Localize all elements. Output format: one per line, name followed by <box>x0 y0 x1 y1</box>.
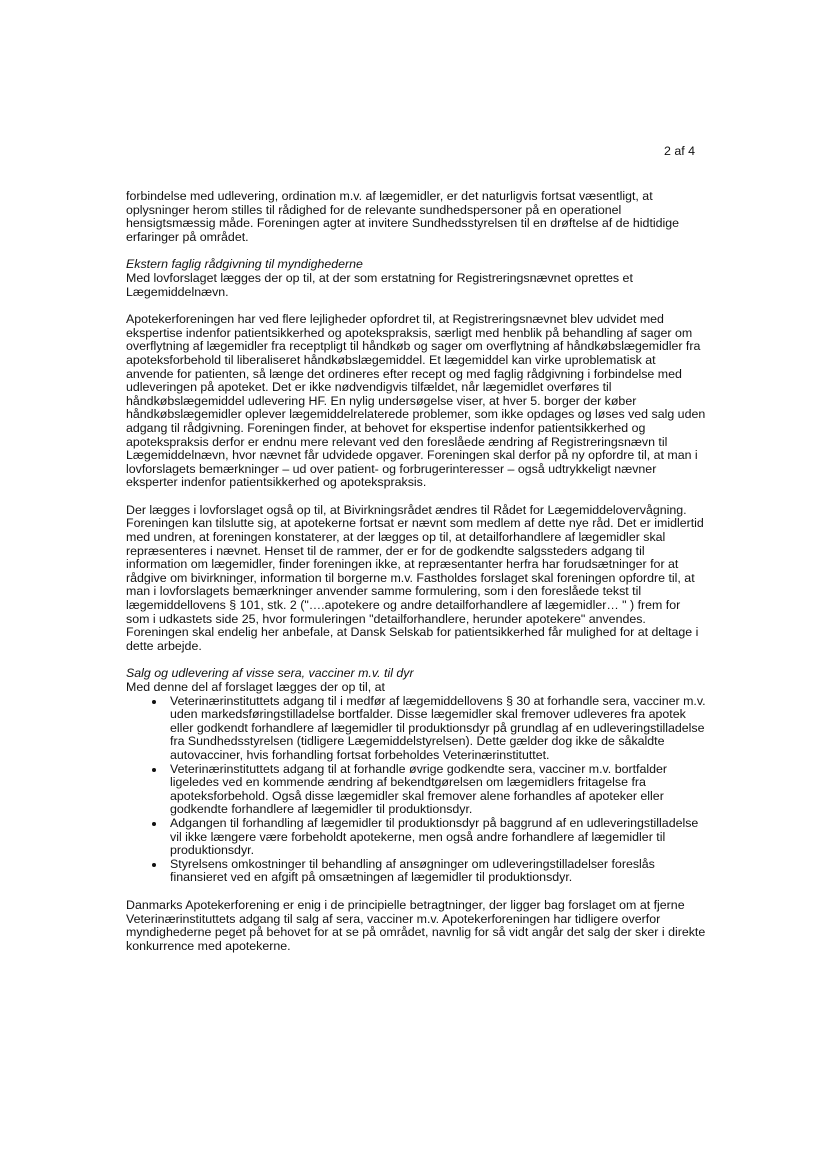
advisory-paragraph-2: Der lægges i lovforslaget også op til, at Bivirkningsrådet ændres til Rådet for Lægemiddelovervågning. Foreningen kan tilslutte sig, at apotekerne fortsat er nævnt som medlem af dette nye råd. Det er imidlertid med undren, at foreningen konstaterer, at der lægges op til, at detailforhandlere af lægemidler skal repræsenteres i nævnet. Henset til de rammer, der er for de godkendte salgssteders adgang til information om lægemidler, finder foreningen ikke, at repræsentanter herfra har forudsætninger for at rådgive om bivirkninger, information til borgerne m.v. Fastholdes forslaget skal foreningen opfordre til, at man i lovforslagets bemærkninger anvender samme formulering, som i den foreslåede tekst til lægemiddellovens § 101, stk. 2 ("….apotekere og andre detailforhandlere af lægemidler… " ) frem for som i udkastets side 25, hvor formuleringen "detailforhandlere, herunder apotekere" anvendes. Foreningen skal endelig her anbefale, at Dansk Selskab for patientsikkerhed får mulighed for at deltage i dette arbejde. <box>126 502 704 653</box>
section-heading-advisory: Ekstern faglig rådgivning til myndighederne <box>126 257 363 272</box>
bullet-item: • Adgangen til forhandling af lægemidler til produktionsdyr på baggrund af en udleveringstilladelse vil ikke længere være forbeholdt apotekerne, men også andre forhandlere af lægemidler til produktionsdyr. <box>166 817 706 858</box>
section-lead-veterinary: Med denne del af forslaget lægges der op til, at <box>126 680 385 694</box>
bullet-item: • Veterinærinstituttets adgang til at forhandle øvrige godkendte sera, vacciner m.v. bortfalder ligeledes ved en kommende ændring af bekendtgørelsen om lægemidlers fritagelse fra apoteksforbehold. Også disse lægemidler skal fremover alene forhandles af apoteker eller godkendte forhandlere af lægemidler til produktionsdyr. <box>166 763 706 817</box>
bullet-item: • Veterinærinstituttets adgang til i medfør af lægemiddellovens § 30 at forhandle sera, vacciner m.v. uden markedsføringstilladelse bortfalder. Disse lægemidler skal fremover udleveres fra apotek eller godkendt forhandlere af lægemidler til produktionsdyr på grundlag af en udleveringstilladelse fra Sundhedsstyrelsen (tidligere Lægemiddelstyrelsen). Dette gælder dog ikke de såkaldte autovacciner, hvis forhandling fortsat forbeholdes Veterinærinstituttet. <box>166 695 706 763</box>
intro-paragraph: forbindelse med udlevering, ordination m.v. af lægemidler, er det naturligvis fortsat væsentligt, at oplysninger herom stilles til rådighed for de relevante sundhedspersoner på en operationel hensigtsmæssig måde. Foreningen agter at invitere Sundhedsstyrelsen til en drøftelse af de hidtidige erfaringer på området. <box>126 189 680 244</box>
section-heading-veterinary: Salg og udlevering af visse sera, vacciner m.v. til dyr <box>126 666 414 681</box>
advisory-paragraph-1: Apotekerforeningen har ved flere lejligheder opfordret til, at Registreringsnævnet blev udvidet med ekspertise indenfor patientsikkerhed og apotekspraksis, særligt med henblik på behandling af sager om overflytning af lægemidler fra receptpligt til håndkøb og sager om overflytning af håndkøbslægemidler fra apoteksforbehold til liberaliseret håndkøbslægemiddel. Et lægemiddel kan virke uproblematisk at anvende for patienten, så længe det ordineres efter recept og med faglig rådgivning i forbindelse med udleveringen på apoteket. Det er ikke nødvendigvis tilfældet, når lægemidlet overføres til håndkøbslægemiddel udlevering HF. En nylig undersøgelse viser, at hver 5. borger der køber håndkøbslægemidler oplever lægemiddelrelaterede problemer, som ikke opdages og løses ved salg uden adgang til rådgivning. Foreningen finder, at behovet for ekspertise indenfor patientsikkerhed og apotekspraksis derfor er endnu mere relevant ved den foreslåede ændring af Registreringsnævn til Lægemiddelnævn, hvor nævnet får udvidede opgaver. Foreningen skal derfor på ny opfordre til, at man i lovforslagets bemærkninger – ud over patient- og forbrugerinteresser – også udtrykkeligt nævner eksperter indenfor patientsikkerhed og apotekspraksis. <box>126 312 706 490</box>
closing-paragraph: Danmarks Apotekerforening er enig i de principielle betragtninger, der ligger bag forslaget om at fjerne Veterinærinstituttets adgang til salg af sera, vacciner m.v. Apotekerforeningen har tidligere overfor myndighederne peget på behovet for at se på området, navnlig for så vidt angår det salg der sker i direkte konkurrence med apotekerne. <box>126 897 706 953</box>
page-number: 2 af 4 <box>664 144 696 158</box>
bullet-item: • Styrelsens omkostninger til behandling af ansøgninger om udleveringstilladelser foreslås finansieret ved en afgift på omsætningen af lægemidler til produktionsdyr. <box>166 858 706 885</box>
section-lead-advisory: Med lovforslaget lægges der op til, at der som erstatning for Registreringsnævnet oprettes et Lægemiddelnævn. <box>126 270 633 299</box>
document-body <box>126 190 706 953</box>
veterinary-bullet-list <box>126 695 706 885</box>
